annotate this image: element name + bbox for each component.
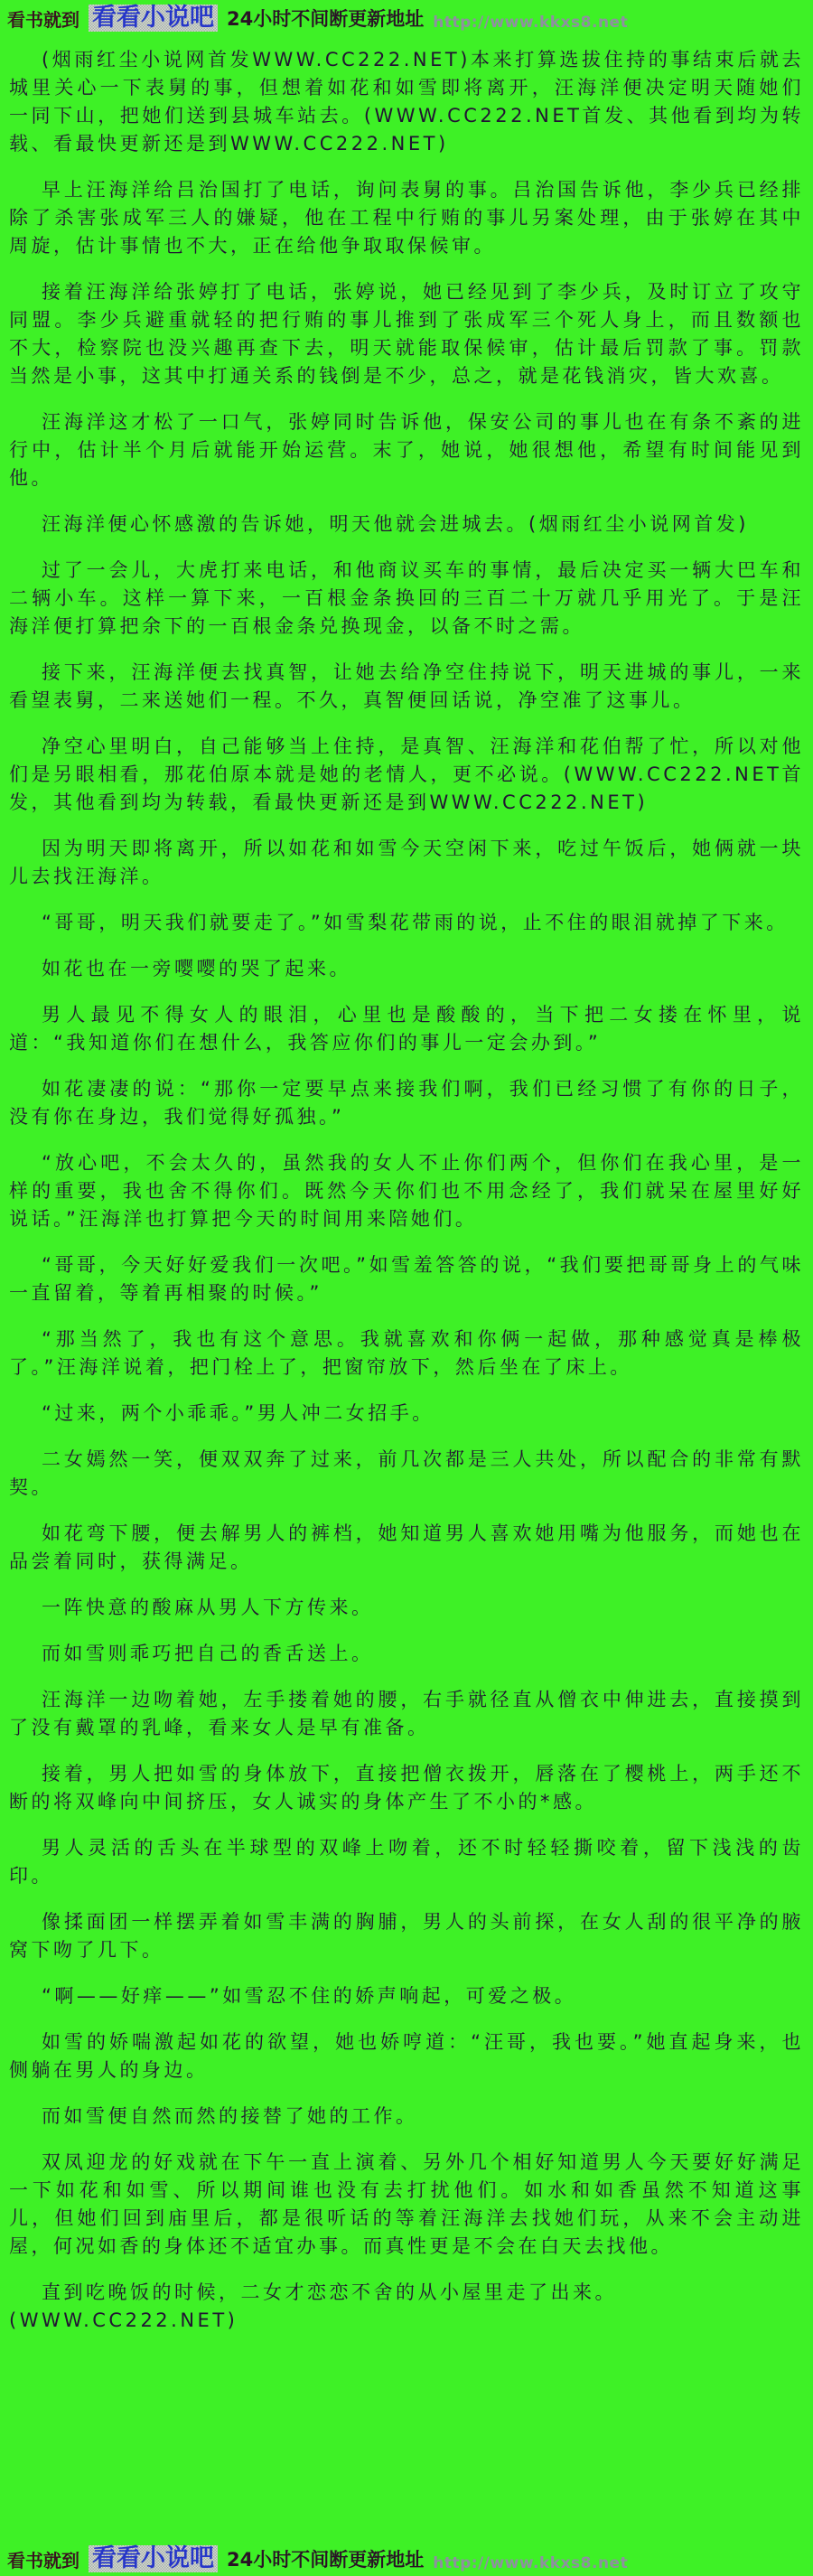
paragraph: 如花弯下腰，便去解男人的裤档，她知道男人喜欢她用嘴为他服务，而她也在品尝着同时，获得满足。 — [9, 1522, 804, 1572]
paragraph: 而如雪则乖巧把自己的香舌送上。 — [42, 1643, 374, 1664]
banner-prefix-text: 看书就到 — [7, 9, 79, 31]
footer-site-name-badge: 看看小说吧 — [89, 2545, 218, 2572]
paragraph: 如雪的娇喘激起如花的欲望，她也娇哼道：“汪哥，我也要。”她直起身来，也侧躺在男人的身边。 — [9, 2031, 804, 2081]
paragraph: “哥哥，明天我们就要走了。”如雪梨花带雨的说，止不住的眼泪就掉了下来。 — [42, 912, 789, 933]
site-name-badge: 看看小说吧 — [89, 5, 218, 32]
site-url-link[interactable]: http://www.kkxs8.net — [433, 14, 629, 32]
paragraph: “放心吧，不会太久的，虽然我的女人不止你们两个，但你们在我心里，是一样的重要，我也舍不得你们。既然今天你们也不用念经了，我们就呆在屋里好好说话。”汪海洋也打算把今天的时间用来陪她们。 — [9, 1152, 804, 1230]
paragraph: (WWW.CC222.NET) — [9, 2309, 238, 2331]
paragraph: 汪海洋这才松了一口气，张婷同时告诉他，保安公司的事儿也在有条不紊的进行中，估计半个月后就能开始运营。末了，她说，她很想他，希望有时间能见到他。 — [9, 411, 804, 489]
paragraph: 汪海洋一边吻着她，左手搂着她的腰，右手就径直从僧衣中伸进去，直接摸到了没有戴罩的乳峰，看来女人是早有准备。 — [9, 1689, 804, 1738]
novel-content — [9, 46, 804, 2335]
header-banner — [0, 0, 813, 32]
paragraph: “啊——好痒——”如雪忍不住的娇声响起，可爱之极。 — [42, 1985, 577, 2007]
banner-update-text: 24小时不间断更新地址 — [227, 8, 425, 30]
paragraph: 净空心里明白，自己能够当上住持，是真智、汪海洋和花伯帮了忙，所以对他们是另眼相看，那花伯原本就是她的老情人，更不必说。(WWW.CC222.NET首发，其他看到均为转载，看最快更新还是到WWW.CC222.NET) — [9, 735, 804, 813]
paragraph: 汪海洋便心怀感激的告诉她，明天他就会进城去。(烟雨红尘小说网首发) — [42, 513, 749, 535]
footer-banner-prefix-text: 看书就到 — [7, 2550, 79, 2571]
paragraph: 早上汪海洋给吕治国打了电话，询问表舅的事。吕治国告诉他，李少兵已经排除了杀害张成军三人的嫌疑，他在工程中行贿的事儿另案处理，由于张婷在其中周旋，估计事情也不大，正在给他争取取保候审。 — [9, 179, 804, 257]
paragraph: 男人灵活的舌头在半球型的双峰上吻着，还不时轻轻撕咬着，留下浅浅的齿印。 — [9, 1837, 804, 1887]
paragraph: 双凤迎龙的好戏就在下午一直上演着、另外几个相好知道男人今天要好好满足一下如花和如雪、所以期间谁也没有去打扰他们。如水和如香虽然不知道这事儿，但她们回到庙里后，都是很听话的等着汪海洋去找她们玩，从来不会主动进屋，何况如香的身体还不适宜办事。而真性更是不会在白天去找他。 — [9, 2151, 804, 2257]
footer-site-url-link[interactable]: http://www.kkxs8.net — [433, 2554, 629, 2572]
paragraph: 接着，男人把如雪的身体放下，直接把僧衣拨开，唇落在了樱桃上，两手还不断的将双峰向中间挤压，女人诚实的身体产生了不小的*感。 — [9, 1763, 804, 1813]
paragraph: 因为明天即将离开，所以如花和如雪今天空闲下来，吃过午饭后，她俩就一块儿去找汪海洋。 — [9, 838, 804, 887]
paragraph: 而如雪便自然而然的接替了她的工作。 — [42, 2105, 418, 2127]
paragraph: “那当然了，我也有这个意思。我就喜欢和你俩一起做，那种感觉真是棒极了。”汪海洋说着，把门栓上了，把窗帘放下，然后坐在了床上。 — [9, 1328, 804, 1378]
paragraph: 如花也在一旁嘤嘤的哭了起来。 — [42, 958, 351, 979]
paragraph: “哥哥，今天好好爱我们一次吧。”如雪羞答答的说，“我们要把哥哥身上的气味一直留着，等着再相聚的时候。” — [9, 1254, 804, 1304]
paragraph: 一阵快意的酸麻从男人下方传来。 — [42, 1597, 374, 1618]
paragraph: 男人最见不得女人的眼泪，心里也是酸酸的，当下把二女搂在怀里，说道：“我知道你们在想什么，我答应你们的事儿一定会办到。” — [9, 1004, 804, 1054]
paragraph: 过了一会儿，大虎打来电话，和他商议买车的事情，最后决定买一辆大巴车和二辆小车。这样一算下来，一百根金条换回的三百二十万就几乎用光了。于是汪海洋便打算把余下的一百根金条兑换现金，以备不时之需。 — [9, 559, 804, 637]
paragraph: 接着汪海洋给张婷打了电话，张婷说，她已经见到了李少兵，及时订立了攻守同盟。李少兵避重就轻的把行贿的事儿推到了张成军三个死人身上，而且数额也不大，检察院也没兴趣再查下去，明天就能取保候审，估计最后罚款了事。罚款当然是小事，这其中打通关系的钱倒是不少，总之，就是花钱消灾，皆大欢喜。 — [9, 281, 804, 387]
footer-banner-update-text: 24小时不间断更新地址 — [227, 2549, 425, 2571]
paragraph: 直到吃晚饭的时候，二女才恋恋不舍的从小屋里走了出来。 — [42, 2281, 617, 2303]
paragraph: (烟雨红尘小说网首发WWW.CC222.NET)本来打算选拔住持的事结束后就去城里关心一下表舅的事，但想着如花和如雪即将离开，汪海洋便决定明天随她们一同下山，把她们送到县城车站去。(WWW.CC222.NET首发、其他看到均为转载、看最快更新还是到WWW.CC222.NET) — [9, 49, 804, 155]
paragraph: 二女嫣然一笑，便双双奔了过来，前几次都是三人共处，所以配合的非常有默契。 — [9, 1448, 804, 1498]
paragraph: 如花凄凄的说：“那你一定要早点来接我们啊，我们已经习惯了有你的日子，没有你在身边，我们觉得好孤独。” — [9, 1078, 804, 1128]
footer-banner — [0, 2541, 813, 2572]
paragraph: 像揉面团一样摆弄着如雪丰满的胸脯，男人的头前探，在女人刮的很平净的腋窝下吻了几下。 — [9, 1911, 804, 1961]
paragraph: “过来，两个小乖乖。”男人冲二女招手。 — [42, 1402, 435, 1424]
paragraph: 接下来，汪海洋便去找真智，让她去给净空住持说下，明天进城的事儿，一来看望表舅，二来送她们一程。不久，真智便回话说，净空准了这事儿。 — [9, 661, 804, 711]
